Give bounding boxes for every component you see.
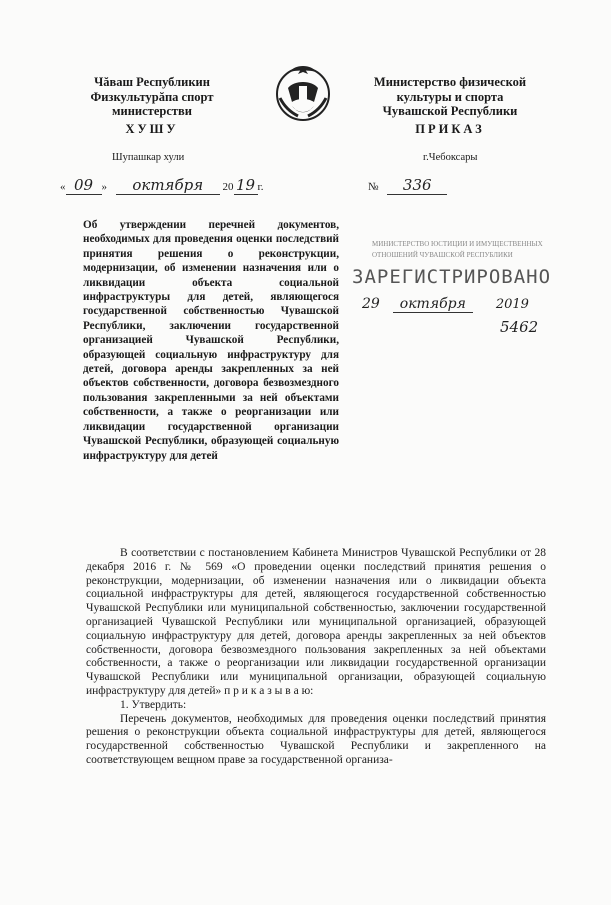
header-left-line: министерстви xyxy=(112,104,192,118)
stamp-line-1: МИНИСТЕРСТВО ЮСТИЦИИ И ИМУЩЕСТВЕННЫХ xyxy=(372,240,543,248)
stamp-main: ЗАРЕГИСТРИРОВАНО xyxy=(352,266,552,288)
document-title xyxy=(83,218,339,463)
chuvash-republic-emblem-icon xyxy=(270,58,336,124)
date-year-suffix: 19 xyxy=(234,176,258,195)
number-value: 336 xyxy=(387,176,447,195)
stamp-date xyxy=(362,296,562,313)
date-month: октября xyxy=(116,176,220,195)
document-body xyxy=(86,547,546,768)
registration-stamp xyxy=(352,240,567,350)
stamp-line-2: ОТНОШЕНИЙ ЧУВАШСКОЙ РЕСПУБЛИКИ xyxy=(372,251,513,259)
title-text: Об утверждении перечней документов, необходимых для проведения оценки последствий принятия решения о реконструкции, модернизации, об изменении назначения или о ликвидации объекта социальной инфраструктуры для детей, являющегося государственной собственностью Чувашской Республики, заключении государственной организацией Чувашской Республики, образующей социальную инфраструктуру для детей, договора аренды закрепленных за ней объектов собственности, договора безвозмездного пользования закрепленными за ней объектами собственности, а также о реорганизации или ликвидации государственной организации Чувашской Республики, образующей социальную инфраструктуру для детей xyxy=(83,219,339,462)
place-left: Шупашкар хули xyxy=(112,152,185,163)
date-year-prefix: 20 xyxy=(222,181,234,193)
body-paragraph: В соответствии с постановлением Кабинета Министров Чувашской Республики от 28 декабря 2016 г. № 569 «О проведении оценки последствий принятия решения о реконструкции, модернизации, об изменении назначения или о ликвидации объекта социальной инфраструктуры для детей, являющегося государственной собственностью Чувашской Республики или муниципальной собственностью, заключении государственной организацией Чувашской Республики или муниципальной организацией, образующей социальную инфраструктуру для детей, договора аренды закрепленных за ней объектов собственности, договора безвозмездного пользования закрепленных за ней объектами собственности, а также о реорганизации или ликвидации государственной организации Чувашской Республики или муниципальной организации, образующей социальную инфраструктуру для детей» п р и к а з ы в а ю: xyxy=(86,547,546,697)
date-quote-close: » xyxy=(101,181,107,193)
body-paragraph: Перечень документов, необходимых для проведения оценки последствий принятия решения о реконструкции объекта социальной инфраструктуры для детей, являющегося государственной собственностью Чувашской Республики и закрепленного на соответствующем вещном праве за государственной организа- xyxy=(86,712,546,766)
order-date xyxy=(60,176,264,195)
header-left-line: Физкультурăпа спорт xyxy=(90,89,214,104)
order-number xyxy=(368,176,447,195)
header-left xyxy=(72,75,232,136)
stamp-date-month: октября xyxy=(393,296,473,313)
stamp-date-year: 2019 xyxy=(495,297,529,312)
header-right xyxy=(355,75,545,136)
number-label: № xyxy=(368,181,379,193)
stamp-date-day: 29 xyxy=(362,296,380,312)
header-left-line: Чăваш Республикин xyxy=(94,75,210,89)
header-right-line: культуры и спорта xyxy=(396,89,504,104)
date-quote-open: « xyxy=(60,181,66,193)
stamp-reg-number: 5462 xyxy=(500,318,539,336)
date-year-mark: г. xyxy=(257,181,264,193)
place-right: г.Чебоксары xyxy=(423,152,478,163)
header-right-title: ПРИКАЗ xyxy=(415,121,485,136)
header-right-line: Министерство физической xyxy=(373,75,527,89)
header-left-title: ХУШУ xyxy=(125,121,179,136)
header-right-line: Чувашской Республики xyxy=(382,104,518,118)
body-paragraph: 1. Утвердить: xyxy=(120,698,187,711)
date-day: 09 xyxy=(66,176,102,195)
